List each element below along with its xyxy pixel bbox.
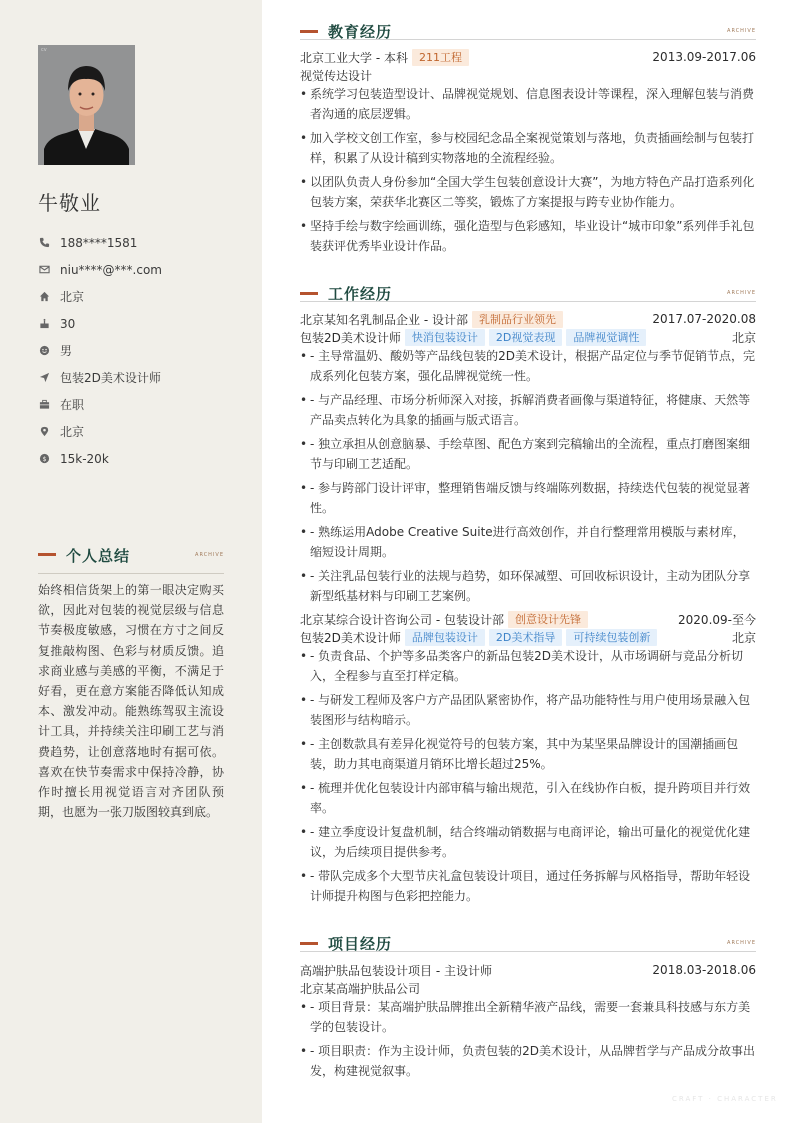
work-title: 工作经历 [328, 285, 393, 303]
projects-archive-tag: ARCHIVE [727, 940, 756, 946]
home-icon [38, 291, 50, 303]
info-gender [38, 337, 238, 364]
footer-watermark: CRAFT · CHARACTER [672, 1095, 778, 1103]
work-section-header [300, 272, 756, 302]
smiley-icon [38, 345, 50, 357]
phone-icon [38, 237, 50, 249]
list-item: • - 与研发工程师及客户方产品团队紧密协作，将产品功能特性与用户使用场景融入包装图形与结构暗示。 [300, 690, 756, 730]
info-status-text: 在职 [60, 398, 85, 412]
job-1-role-line [300, 328, 756, 346]
list-item: • 以团队负责人身份参加“全国大学生包装创意设计大赛”，为地方特色产品打造系列化包装方案，荣获华北赛区二等奖，锻炼了方案提报与跨专业协作能力。 [300, 172, 756, 212]
education-section-header [300, 10, 756, 40]
project-1-client-line [300, 979, 756, 997]
info-phone [38, 229, 238, 256]
section-accent-bar [300, 30, 318, 33]
profile-photo [38, 45, 135, 165]
info-position [38, 364, 238, 391]
info-home-text: 北京 [60, 290, 85, 304]
list-item: • - 建立季度设计复盘机制，结合终端动销数据与电商评论，输出可量化的视觉优化建议，为后续项目提供参考。 [300, 822, 756, 862]
job-1-company: 北京某知名乳制品企业 - 设计部 [300, 312, 468, 327]
list-item: • - 项目职责：作为主设计师，负责包装的2D美术设计，从品牌哲学与产品成分故事出发，构建视觉叙事。 [300, 1041, 756, 1081]
job-1-period: 2017.07-2020.08 [652, 312, 756, 326]
candidate-name: 牛敬业 [38, 191, 101, 215]
job-1-bullets [300, 346, 756, 610]
job-1-tag: 快消包装设计 [405, 329, 485, 346]
education-bullets [300, 84, 756, 260]
project-1-period: 2018.03-2018.06 [652, 963, 756, 977]
projects-title: 项目经历 [328, 935, 393, 953]
list-item: • 加入学校文创工作室，参与校园纪念品全案视觉策划与落地，负责插画绘制与包装打样，积累了从设计稿到实物落地的全流程经验。 [300, 128, 756, 168]
job-2-role: 包装2D美术设计师 [300, 630, 401, 645]
job-2-tag: 品牌包装设计 [405, 629, 485, 646]
cake-icon [38, 318, 50, 330]
job-2-role-line [300, 628, 756, 646]
job-2-period: 2020.09-至今 [678, 612, 756, 627]
list-item: • - 熟练运用Adobe Creative Suite进行高效创作，并自行整理常用模版与素材库，缩短设计周期。 [300, 522, 756, 562]
project-1-bullets [300, 997, 756, 1085]
summary-section-header [38, 544, 224, 574]
school-badge: 211工程 [412, 49, 469, 66]
list-item: • - 梳理并优化包装设计内部审稿与输出规范，引入在线协作白板，提升跨项目并行效率。 [300, 778, 756, 818]
job-2-company: 北京某综合设计咨询公司 - 包装设计部 [300, 612, 504, 627]
info-salary-text: 15k-20k [60, 451, 109, 466]
job-2-tag: 可持续包装创新 [566, 629, 657, 646]
job-2-company-line [300, 610, 756, 628]
list-item: • - 独立承担从创意脑暴、手绘草图、配色方案到完稿输出的全流程，重点打磨图案细节与印刷工艺适配。 [300, 434, 756, 474]
education-major: 视觉传达设计 [300, 68, 373, 83]
info-age [38, 310, 238, 337]
photo-badge: cv [41, 47, 47, 53]
section-accent-bar [38, 553, 56, 556]
list-item: • - 与产品经理、市场分析师深入对接，拆解消费者画像与渠道特征，将健康、天然等产品卖点转化为具象的插画与版式语言。 [300, 390, 756, 430]
job-2-city: 北京 [731, 630, 756, 645]
info-gender-text: 男 [60, 344, 73, 358]
project-1-client: 北京某高端护肤品公司 [300, 981, 421, 996]
job-1-city: 北京 [731, 330, 756, 345]
projects-section-header [300, 922, 756, 952]
summary-text: 始终相信货架上的第一眼决定购买欲，因此对包装的视觉层级与信息节奏极度敏感，习惯在方寸之间反复推敲构图、色彩与材质反馈。追求商业感与美感的平衡，不满足于好看，更在意方案能否降低认知成本、激发冲动。能熟练驾驭主流设计工具，并持续关注印刷工艺与消费趋势，让创意落地时有据可依。喜欢在快节奏需求中保持冷静，协作时擅长用视觉语言对齐团队预期，也愿为一张刀版图较真到底。 [38, 583, 224, 820]
list-item: • - 参与跨部门设计评审，整理销售端反馈与终端陈列数据，持续迭代包装的视觉显著性。 [300, 478, 756, 518]
svg-text:$: $ [41, 454, 47, 463]
list-item: • - 项目背景：某高端护肤品牌推出全新精华液产品线，需要一套兼具科技感与东方美学的包装设计。 [300, 997, 756, 1037]
info-status [38, 391, 238, 418]
section-accent-bar [300, 942, 318, 945]
location-icon [38, 426, 50, 438]
list-item: • 系统学习包装造型设计、品牌视觉规划、信息图表设计等课程，深入理解包装与消费者沟通的底层逻辑。 [300, 84, 756, 124]
info-phone-text: 188****1581 [60, 235, 138, 250]
info-home [38, 283, 238, 310]
send-icon [38, 372, 50, 384]
job-1-role: 包装2D美术设计师 [300, 330, 401, 345]
mail-icon [38, 264, 50, 276]
info-salary [38, 445, 238, 472]
list-item: • - 主创数款具有差异化视觉符号的包装方案，其中为某坚果品牌设计的国潮插画包装，助力其电商渠道月销环比增长超过25%。 [300, 734, 756, 774]
info-location [38, 418, 238, 445]
education-school-line [300, 48, 756, 66]
education-major-line [300, 66, 756, 84]
work-archive-tag: ARCHIVE [727, 290, 756, 296]
summary-title: 个人总结 [66, 547, 131, 565]
job-2-badge: 创意设计先锋 [508, 611, 588, 628]
list-item: • - 负责食品、个护等多品类客户的新品包装2D美术设计，从市场调研与竞品分析切入，全程参与直至打样定稿。 [300, 646, 756, 686]
project-1-name: 高端护肤品包装设计项目 - 主设计师 [300, 963, 492, 978]
info-age-text: 30 [60, 316, 76, 331]
job-2-tag: 2D美术指导 [489, 629, 562, 646]
job-1-tag: 2D视觉表现 [489, 329, 562, 346]
job-1-badge: 乳制品行业领先 [472, 311, 563, 328]
salary-icon [38, 453, 50, 465]
info-location-text: 北京 [60, 425, 85, 439]
info-email-text: niu****@***.com [60, 262, 162, 277]
list-item: • - 主导常温奶、酸奶等产品线包装的2D美术设计，根据产品定位与季节促销节点，完成系列化包装方案，强化品牌视觉统一性。 [300, 346, 756, 386]
project-1-line [300, 961, 756, 979]
education-period: 2013.09-2017.06 [652, 50, 756, 64]
education-title: 教育经历 [328, 23, 393, 41]
list-item: • - 带队完成多个大型节庆礼盒包装设计项目，通过任务拆解与风格指导，帮助年轻设计师提升构图与色彩把控能力。 [300, 866, 756, 906]
school-name: 北京工业大学 - 本科 [300, 50, 408, 65]
job-1-company-line [300, 310, 756, 328]
summary-archive-tag: ARCHIVE [195, 552, 224, 558]
education-archive-tag: ARCHIVE [727, 28, 756, 34]
info-email [38, 256, 238, 283]
section-accent-bar [300, 292, 318, 295]
list-item: • 坚持手绘与数字绘画训练，强化造型与色彩感知，毕业设计“城市印象”系列伴手礼包装获评优秀毕业设计作品。 [300, 216, 756, 256]
briefcase-icon [38, 399, 50, 411]
job-1-tag: 品牌视觉调性 [566, 329, 646, 346]
contact-info-list [38, 229, 238, 472]
info-position-text: 包装2D美术设计师 [60, 371, 161, 385]
list-item: • - 关注乳品包装行业的法规与趋势，如环保减塑、可回收标识设计，主动为团队分享新型纸基材料与印刷工艺案例。 [300, 566, 756, 606]
job-2-bullets [300, 646, 756, 910]
